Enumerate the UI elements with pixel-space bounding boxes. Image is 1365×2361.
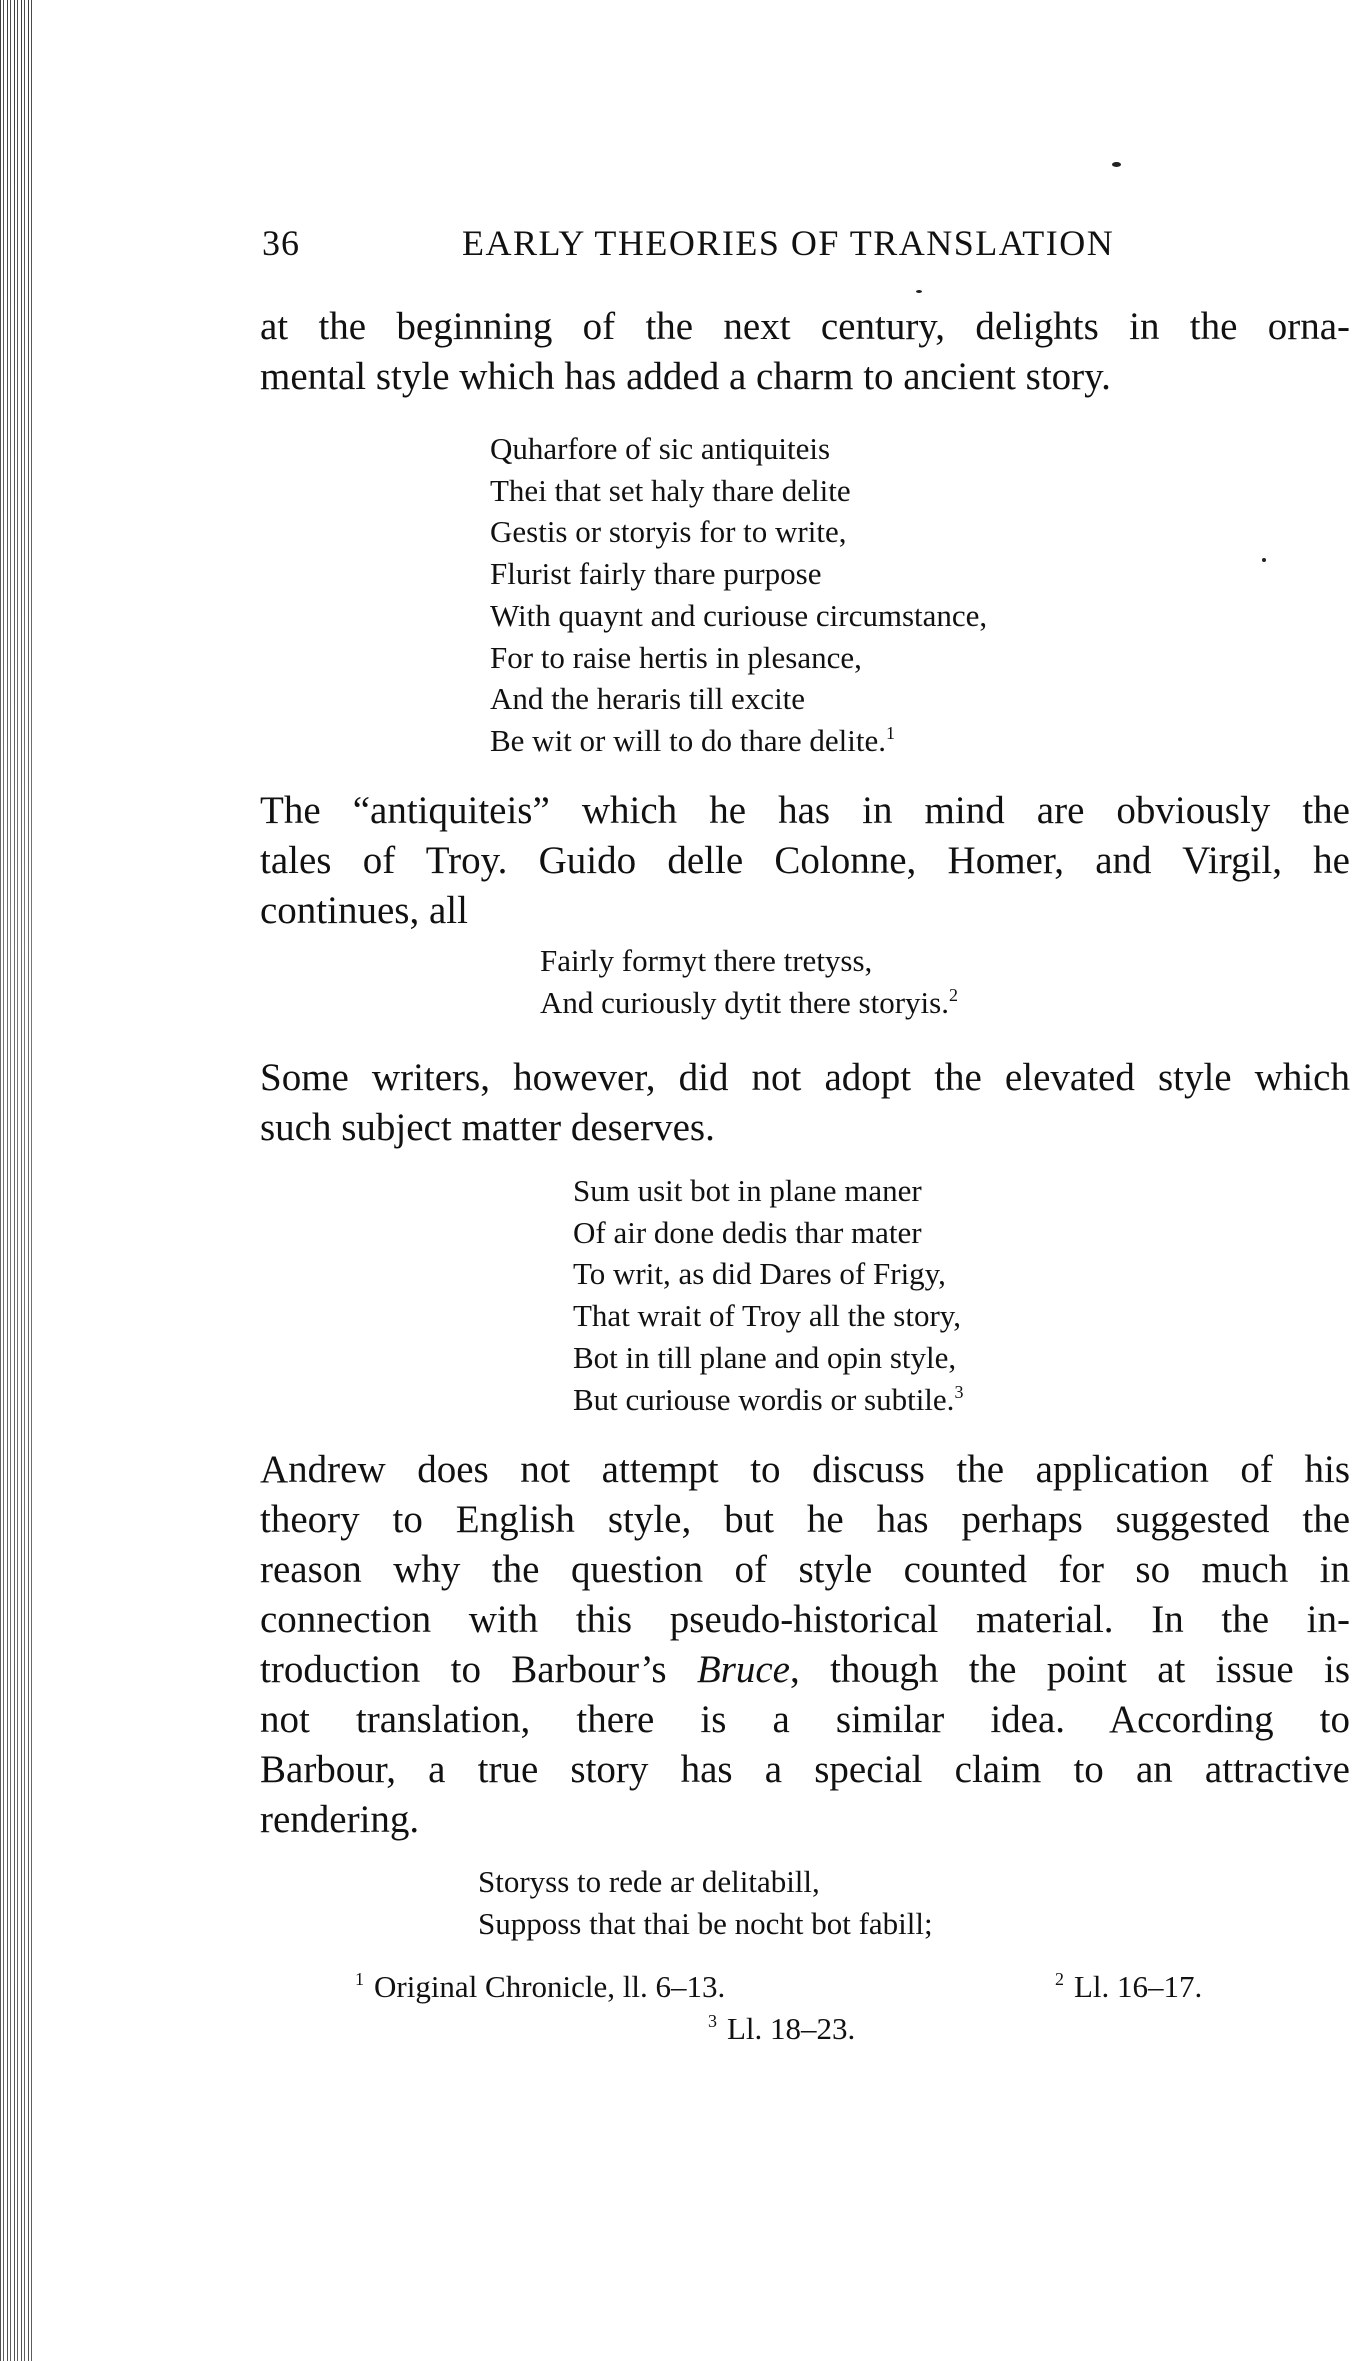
footnote-ref: 3 [954,1381,964,1402]
text-segment: troduction to Barbour’s [260,1648,697,1691]
verse-line-text: Be wit or will to do thare delite. [490,722,887,758]
verse-line-text: And curiously dytit there storyis. [540,984,949,1020]
text-line: theory to English style, but he has perhaps suggested the [260,1498,1350,1541]
verse-line-text: But curiouse wordis or subtile. [573,1381,955,1417]
text-line: The “antiquiteis” which he has in mind are obviously the [260,789,1350,832]
verse-block-4 [478,1861,933,1944]
running-header [262,222,1350,270]
footnote-text: Ll. 16–17. [1074,1969,1203,2004]
footnote-marker: 3 [708,2011,717,2031]
paragraph-2 [260,786,1350,936]
italic-book-title: Bruce [696,1648,790,1691]
text-segment: , though the point at issue is [790,1648,1350,1691]
text-line: at the beginning of the next century, delights in the orna- [260,305,1350,348]
text-line: such subject matter deserves. [260,1106,715,1149]
text-line-with-title [260,1645,1350,1695]
page-number: 36 [262,223,300,263]
verse-line: For to raise hertis in plesance, [490,639,862,675]
paragraph-3 [260,1053,1350,1153]
verse-line: Of air done dedis thar mater [573,1214,922,1250]
verse-line: Flurist fairly thare purpose [490,556,822,592]
verse-line: That wrait of Troy all the story, [573,1298,962,1334]
verse-block-1 [490,428,987,762]
verse-line: Storyss to rede ar delitabill, [478,1864,820,1899]
verse-line [573,1379,963,1421]
footnote-1 [355,1966,725,2008]
verse-line: Sum usit bot in plane maner [573,1173,922,1208]
verse-line: Gestis or storyis for to write, [490,514,847,550]
footnote-text: Ll. 18–23. [727,2011,856,2046]
verse-line: Fairly formyt there tretyss, [540,943,873,978]
verse-line: Thei that set haly thare delite [490,472,851,508]
footnote-marker: 1 [355,1969,364,1989]
footnote-ref: 2 [948,984,958,1005]
text-line: Barbour, a true story has a special claim to an attractive [260,1748,1350,1791]
verse-line [490,720,987,762]
verse-line: Quharfore of sic antiquiteis [490,431,831,466]
verse-line [540,982,958,1024]
footnote-ref: 1 [886,722,896,743]
paragraph-1 [260,302,1350,402]
text-line: rendering. [260,1798,420,1841]
scan-speck [1262,558,1266,562]
footnote-2 [1055,1966,1202,2008]
scan-speck [1112,162,1121,167]
verse-line: Bot in till plane and opin style, [573,1339,957,1375]
text-line: Andrew does not attempt to discuss the application of his [260,1448,1350,1491]
text-line: not translation, there is a similar idea. According to [260,1698,1350,1741]
footnote-3 [708,2008,855,2050]
text-line: Some writers, however, did not adopt the elevated style which [260,1056,1350,1099]
text-line: tales of Troy. Guido delle Colonne, Homer, and Virgil, he [260,839,1350,882]
text-line: connection with this pseudo-historical material. In the in- [260,1598,1350,1641]
verse-line: With quaynt and curiouse circumstance, [490,597,988,633]
scan-gutter-fade [0,0,34,2361]
text-line: continues, all [260,889,468,932]
text-line: reason why the question of style counted for so much in [260,1548,1350,1591]
verse-line: And the heraris till excite [490,681,806,717]
footnote-marker: 2 [1055,1969,1064,1989]
footnote-text: Original Chronicle, ll. 6–13. [374,1969,726,2004]
paragraph-4 [260,1445,1350,1845]
verse-block-3 [573,1170,963,1420]
running-title: EARLY THEORIES OF TRANSLATION [462,223,1115,263]
verse-line: Supposs that thai be nocht bot fabill; [478,1905,933,1941]
verse-block-2 [540,940,958,1023]
verse-line: To writ, as did Dares of Frigy, [573,1256,946,1292]
text-line: mental style which has added a charm to ancient story. [260,355,1111,398]
scan-speck [916,290,922,293]
